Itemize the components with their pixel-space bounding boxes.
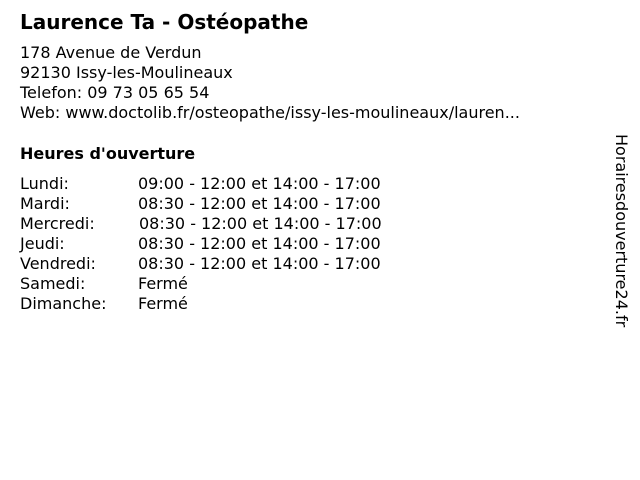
time-range: 08:30 - 12:00 et 14:00 - 17:00 [138,254,381,273]
address-city: 92130 Issy-les-Moulineaux [20,63,233,82]
day-label: Samedi: [20,274,86,293]
time-range: 08:30 - 12:00 et 14:00 - 17:00 [138,194,381,213]
day-label: Dimanche: [20,294,107,313]
phone-number: Telefon: 09 73 05 65 54 [20,83,210,102]
time-range: Fermé [138,294,188,313]
page-title: Laurence Ta - Ostéopathe [20,10,309,34]
day-label: Jeudi: [20,234,65,253]
time-range: 08:30 - 12:00 et 14:00 - 17:00 [139,214,382,233]
time-range: 08:30 - 12:00 et 14:00 - 17:00 [138,234,381,253]
day-label: Mardi: [20,194,70,213]
opening-hours-heading: Heures d'ouverture [20,144,196,163]
day-label: Lundi: [20,174,69,193]
site-watermark-text: Horairesdouverture24.fr [612,134,631,328]
website-link[interactable]: Web: www.doctolib.fr/osteopathe/issy-les-moulineaux/lauren... [20,103,520,122]
time-range: 09:00 - 12:00 et 14:00 - 17:00 [138,174,381,193]
site-watermark [608,134,634,374]
day-label: Mercredi: [20,214,95,233]
contact-info [20,43,520,123]
address-street: 178 Avenue de Verdun [20,43,202,62]
day-label: Vendredi: [20,254,96,273]
time-range: Fermé [138,274,188,293]
